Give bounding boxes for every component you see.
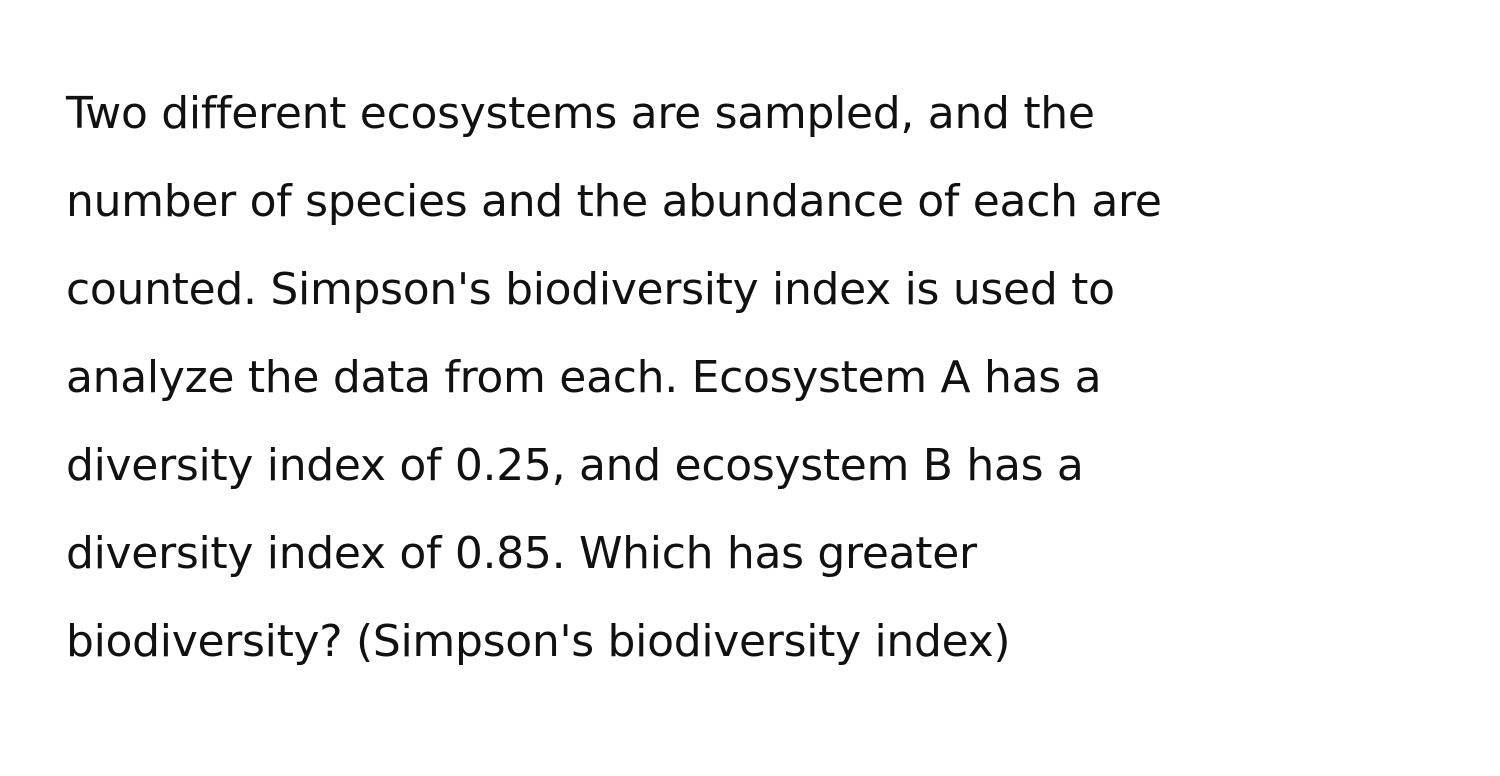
- question-line-7: biodiversity? (Simpson's biodiversity index): [66, 616, 1011, 667]
- question-line-6: diversity index of 0.85. Which has greater: [66, 528, 977, 579]
- question-line-4: analyze the data from each. Ecosystem A has a: [66, 352, 1102, 403]
- question-line-3: counted. Simpson's biodiversity index is used to: [66, 264, 1115, 315]
- question-line-2: number of species and the abundance of each are: [66, 176, 1162, 227]
- question-line-5: diversity index of 0.25, and ecosystem B has a: [66, 440, 1084, 491]
- question-line-1: Two different ecosystems are sampled, and the: [66, 88, 1095, 139]
- question-text: [66, 88, 1466, 708]
